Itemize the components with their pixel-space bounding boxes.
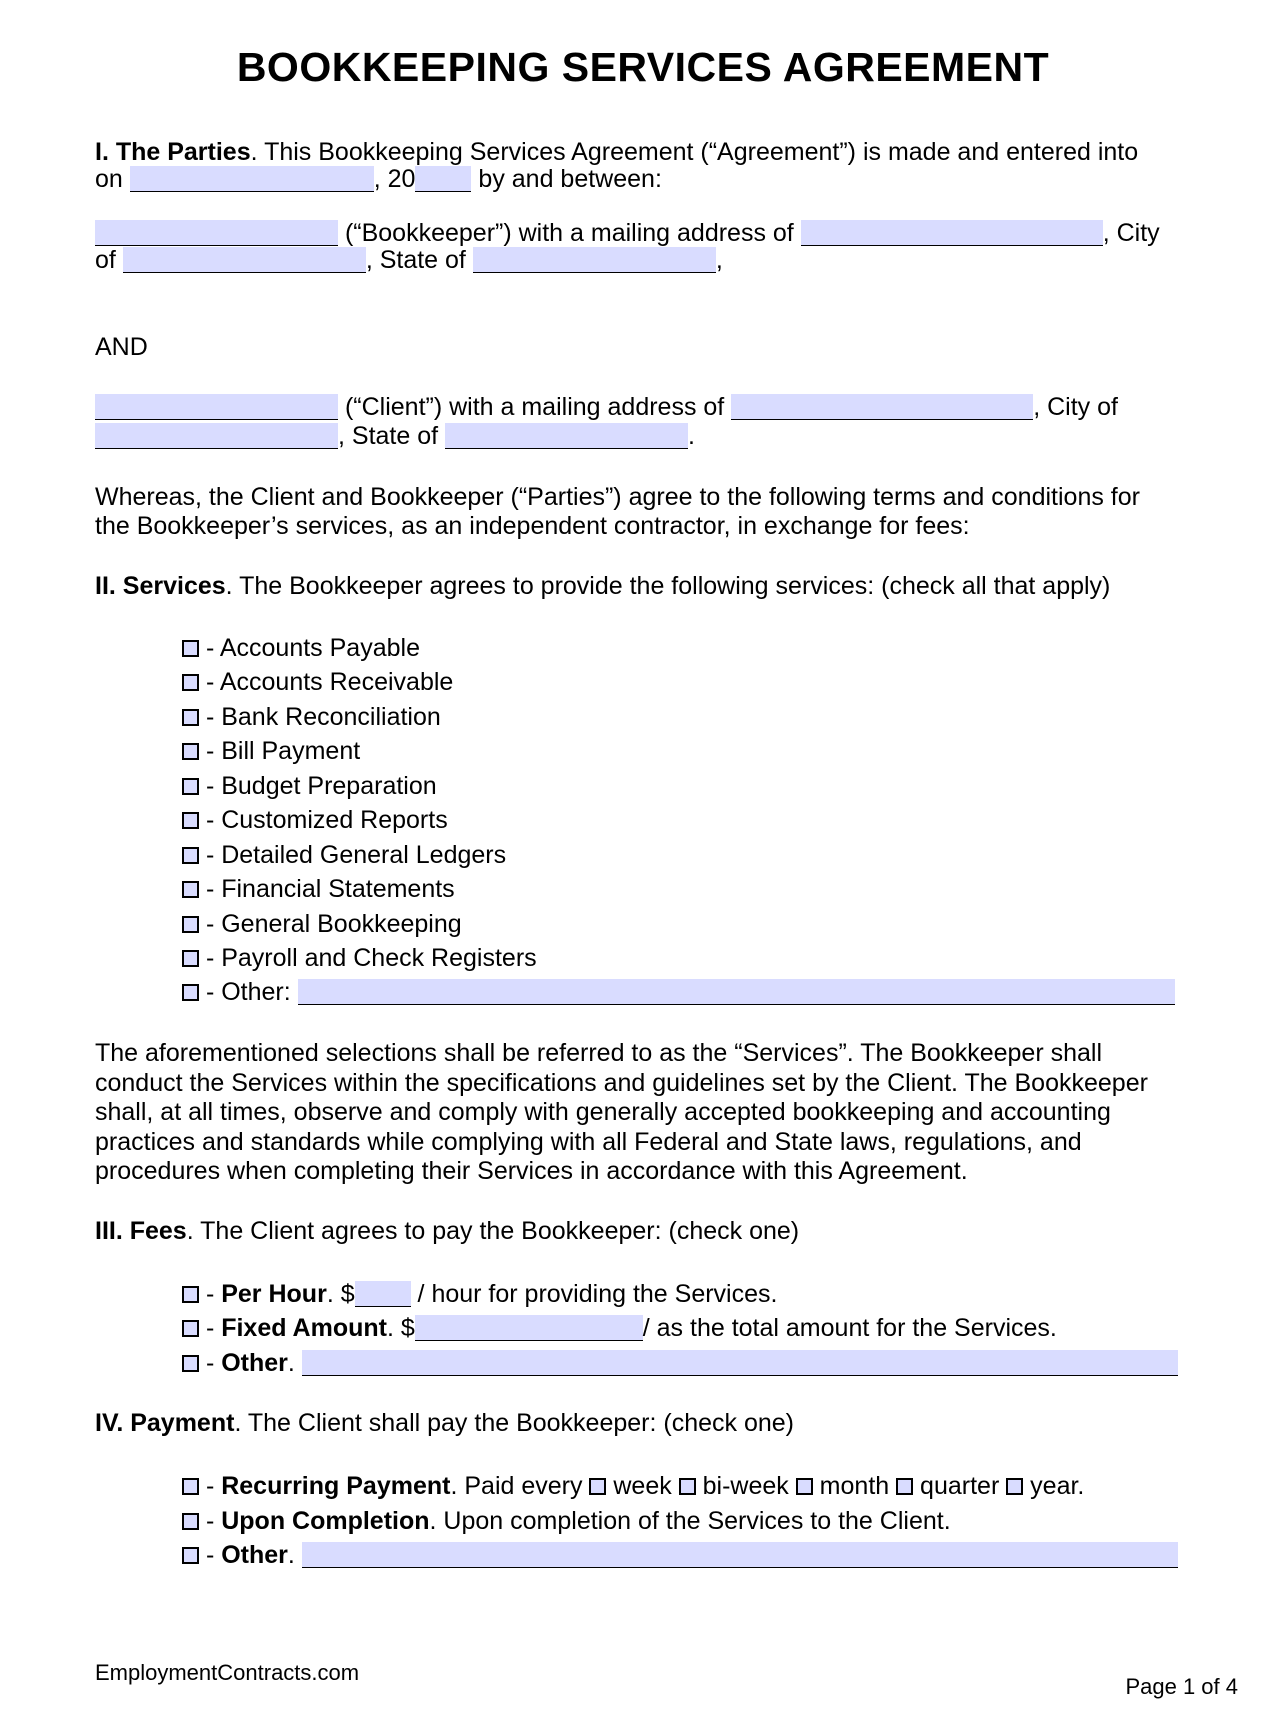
checkbox-month[interactable] xyxy=(796,1478,813,1495)
bookkeeper-line-1 xyxy=(95,218,1160,248)
service-label: - Payroll and Check Registers xyxy=(205,944,537,972)
dash: - xyxy=(199,1472,222,1500)
payment-other xyxy=(182,1540,1178,1570)
bookkeeper-state-field[interactable] xyxy=(473,247,716,273)
client-name-field[interactable] xyxy=(95,394,338,420)
period: . xyxy=(287,1541,302,1569)
bookkeeper-address-field[interactable] xyxy=(801,220,1103,246)
year-label: , 20 xyxy=(373,165,416,193)
payment-heading: IV. Payment xyxy=(95,1409,235,1437)
state-label: , State of xyxy=(338,422,446,450)
checkbox[interactable] xyxy=(182,812,199,829)
fee-other-field[interactable] xyxy=(302,1350,1178,1376)
and-label: AND xyxy=(95,333,148,361)
period-month: month xyxy=(812,1472,897,1500)
other-label: Other xyxy=(221,1349,288,1377)
service-label: - Bill Payment xyxy=(205,737,361,765)
payment-other-field[interactable] xyxy=(302,1542,1178,1568)
services-para-line: The aforementioned selections shall be referred to as the “Services”. The Bookkeeper shall xyxy=(95,1039,1103,1067)
whereas-line-2: the Bookkeeper’s services, as an independent contractor, in exchange for fees: xyxy=(95,512,970,540)
hourly-rate-field[interactable] xyxy=(355,1281,411,1307)
city-label: , City xyxy=(1102,219,1160,247)
completion-text: . Upon completion of the Services to the Client. xyxy=(429,1507,951,1535)
parties-heading: I. The Parties xyxy=(95,138,251,166)
whereas-line-1: Whereas, the Client and Bookkeeper (“Parties”) agree to the following terms and conditions for xyxy=(95,483,1140,511)
comma: , xyxy=(715,246,723,274)
checkbox-bi-week[interactable] xyxy=(679,1478,696,1495)
dollar-sign: . $ xyxy=(326,1280,355,1308)
checkbox[interactable] xyxy=(182,881,199,898)
agreement-date-field[interactable] xyxy=(130,166,374,192)
checkbox[interactable] xyxy=(182,674,199,691)
client-state-field[interactable] xyxy=(445,423,688,449)
service-label: - Detailed General Ledgers xyxy=(205,841,507,869)
fixed-amount-label: Fixed Amount xyxy=(221,1314,387,1342)
checkbox[interactable] xyxy=(182,1320,199,1337)
checkbox[interactable] xyxy=(182,916,199,933)
payment-text: . The Client shall pay the Bookkeeper: (check one) xyxy=(234,1409,795,1437)
service-item xyxy=(182,840,506,870)
service-item-other xyxy=(182,977,1175,1007)
fees-heading: III. Fees xyxy=(95,1217,187,1245)
checkbox[interactable] xyxy=(182,778,199,795)
parties-text: . This Bookkeeping Services Agreement (“Agreement”) is made and entered into xyxy=(250,138,1139,166)
fee-fixed xyxy=(182,1313,1057,1343)
service-label: - General Bookkeeping xyxy=(205,910,462,938)
service-item xyxy=(182,667,453,697)
per-hour-suffix: / hour for providing the Services. xyxy=(410,1280,778,1308)
fees-text: . The Client agrees to pay the Bookkeeper: (check one) xyxy=(186,1217,800,1245)
other-label: - Other: xyxy=(205,978,298,1006)
by-between-label: by and between: xyxy=(471,165,662,193)
service-item xyxy=(182,736,360,766)
of-label: of xyxy=(95,246,116,274)
period: . xyxy=(287,1349,302,1377)
page-number: Page 1 of 4 xyxy=(1125,1674,1238,1699)
dash: - xyxy=(199,1280,222,1308)
completion-label: Upon Completion xyxy=(221,1507,430,1535)
footer-site: EmploymentContracts.com xyxy=(95,1660,360,1685)
service-label: - Financial Statements xyxy=(205,875,455,903)
per-hour-label: Per Hour xyxy=(221,1280,327,1308)
recurring-label: Recurring Payment xyxy=(221,1472,451,1500)
city-label: , City of xyxy=(1033,393,1118,421)
checkbox[interactable] xyxy=(182,1547,199,1564)
services-para-line: conduct the Services within the specifications and guidelines set by the Client. The Bookkeeper xyxy=(95,1069,1148,1097)
payment-heading-line xyxy=(95,1408,794,1438)
fee-other xyxy=(182,1348,1178,1378)
checkbox[interactable] xyxy=(182,640,199,657)
dash: - xyxy=(199,1314,222,1342)
service-other-field[interactable] xyxy=(298,979,1175,1005)
fixed-suffix: / as the total amount for the Services. xyxy=(642,1314,1057,1342)
parties-line-2 xyxy=(95,164,662,194)
state-label: , State of xyxy=(365,246,473,274)
service-item xyxy=(182,771,437,801)
on-label: on xyxy=(95,165,123,193)
checkbox[interactable] xyxy=(182,1286,199,1303)
period-bi-week: bi-week xyxy=(695,1472,796,1500)
services-para-line: practices and standards while complying with all Federal and State laws, regulations, and xyxy=(95,1128,1082,1156)
services-para-line: shall, at all times, observe and comply with generally accepted bookkeeping and accounting xyxy=(95,1098,1111,1126)
checkbox[interactable] xyxy=(182,984,199,1001)
service-item xyxy=(182,943,537,973)
service-item xyxy=(182,702,441,732)
services-heading: II. Services xyxy=(95,572,226,600)
checkbox[interactable] xyxy=(182,1478,199,1495)
agreement-year-field[interactable] xyxy=(415,166,471,192)
checkbox-quarter[interactable] xyxy=(896,1478,913,1495)
dash: - xyxy=(199,1541,222,1569)
services-heading-line xyxy=(95,571,1110,601)
client-address-field[interactable] xyxy=(731,394,1033,420)
client-city-field[interactable] xyxy=(95,423,338,449)
checkbox-week[interactable] xyxy=(589,1478,606,1495)
service-item xyxy=(182,633,420,663)
fees-heading-line xyxy=(95,1216,799,1246)
other-label: Other xyxy=(221,1541,288,1569)
service-label: - Budget Preparation xyxy=(205,772,437,800)
service-label: - Accounts Receivable xyxy=(205,668,454,696)
dash: - xyxy=(199,1507,222,1535)
checkbox[interactable] xyxy=(182,1513,199,1530)
checkbox[interactable] xyxy=(182,709,199,726)
dash: - xyxy=(199,1349,222,1377)
period-year: year. xyxy=(1023,1472,1085,1500)
period-quarter: quarter xyxy=(913,1472,1007,1500)
client-line-2 xyxy=(95,421,695,451)
checkbox[interactable] xyxy=(182,1355,199,1372)
bookkeeper-city-field[interactable] xyxy=(123,247,366,273)
bookkeeper-line-2 xyxy=(95,245,723,275)
parties-line-1 xyxy=(95,137,1138,167)
payment-recurring xyxy=(182,1471,1084,1501)
checkbox[interactable] xyxy=(182,743,199,760)
service-label: - Customized Reports xyxy=(205,806,448,834)
checkbox-year[interactable] xyxy=(1006,1478,1023,1495)
bookkeeper-label: (“Bookkeeper”) with a mailing address of xyxy=(338,219,801,247)
services-text: . The Bookkeeper agrees to provide the following services: (check all that apply) xyxy=(225,572,1111,600)
period-week: week xyxy=(606,1472,679,1500)
client-line-1 xyxy=(95,392,1118,422)
dollar-sign: . $ xyxy=(386,1314,415,1342)
fee-per-hour xyxy=(182,1279,777,1309)
services-para-line: procedures when completing their Services in accordance with this Agreement. xyxy=(95,1157,968,1185)
service-item xyxy=(182,805,448,835)
recurring-text: . Paid every xyxy=(450,1472,590,1500)
service-item xyxy=(182,874,455,904)
checkbox[interactable] xyxy=(182,847,199,864)
service-label: - Accounts Payable xyxy=(205,634,420,662)
payment-completion xyxy=(182,1506,951,1536)
checkbox[interactable] xyxy=(182,950,199,967)
fixed-amount-field[interactable] xyxy=(415,1315,643,1341)
page-title: BOOKKEEPING SERVICES AGREEMENT xyxy=(236,44,1050,90)
service-label: - Bank Reconciliation xyxy=(205,703,441,731)
bookkeeper-name-field[interactable] xyxy=(95,220,338,246)
period: . xyxy=(688,422,695,450)
service-item xyxy=(182,909,462,939)
client-label: (“Client”) with a mailing address of xyxy=(338,393,732,421)
